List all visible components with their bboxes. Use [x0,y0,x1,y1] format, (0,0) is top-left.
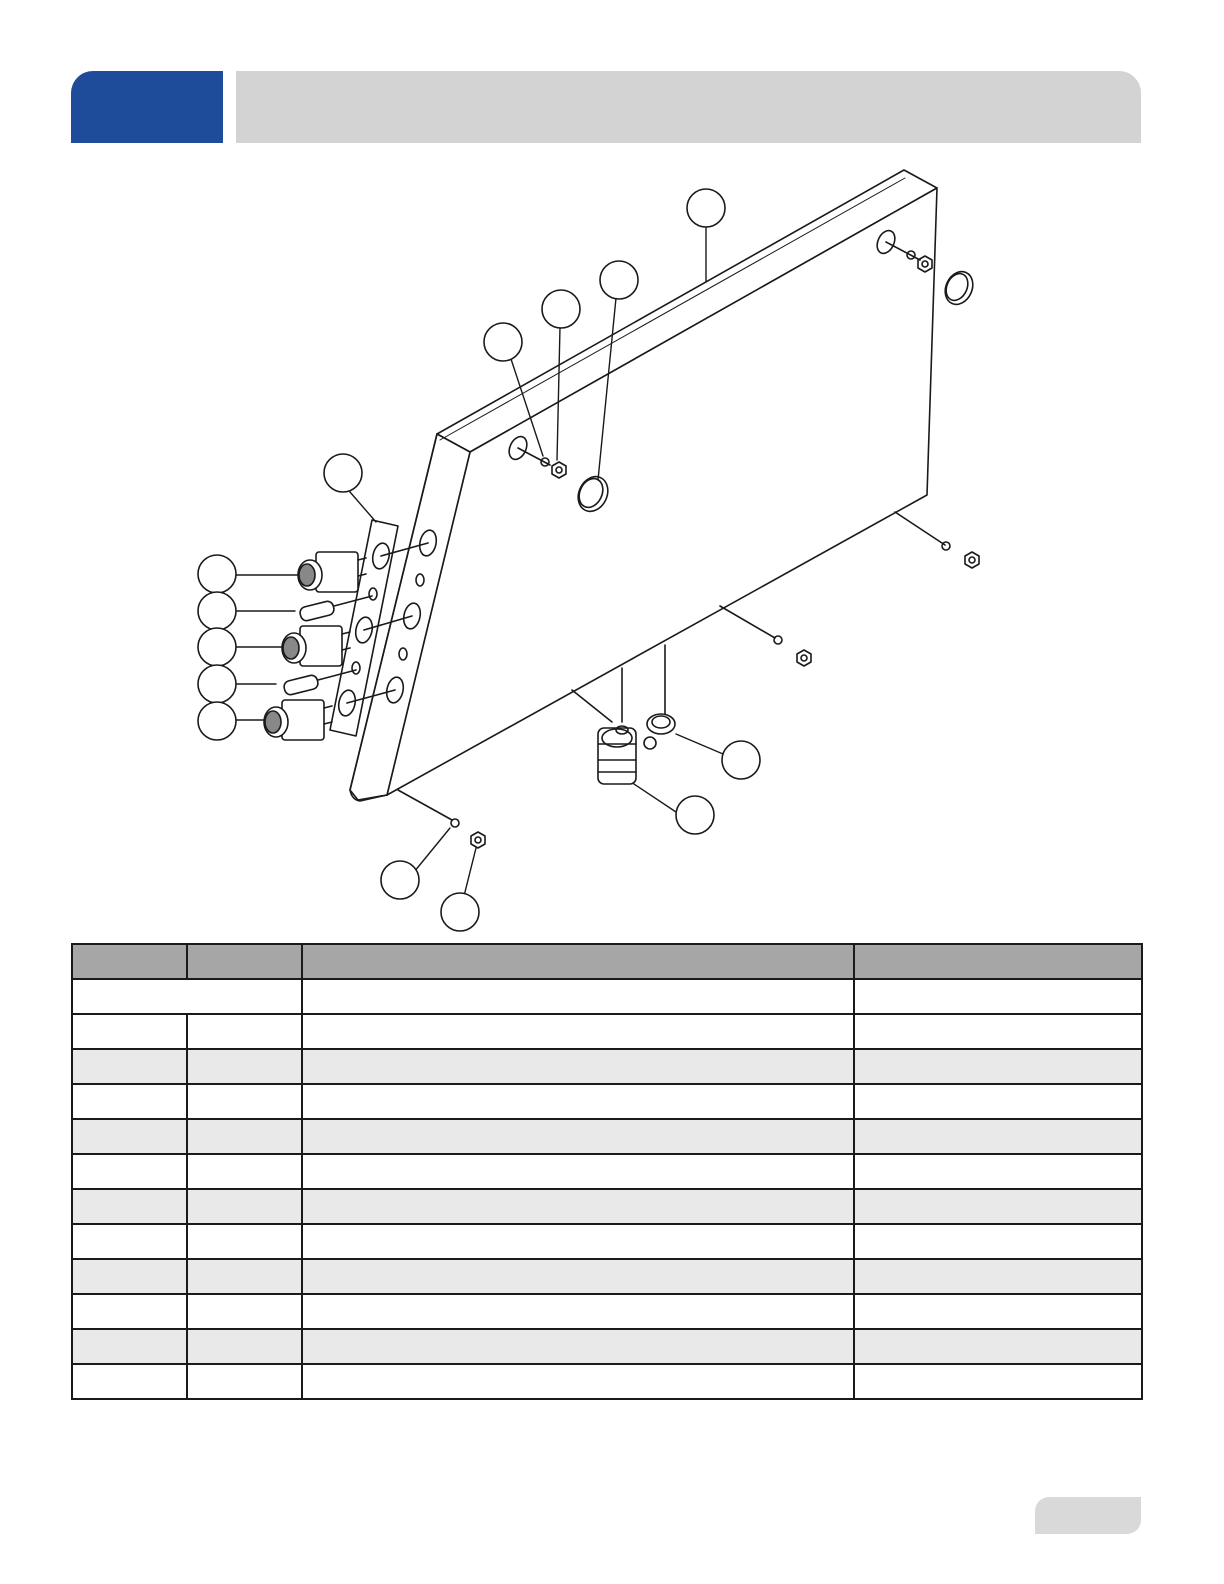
assembly-label [72,979,302,1014]
qty-cell [187,1014,302,1049]
qty-cell [187,1049,302,1084]
column-header-description [302,944,854,979]
table-header-row [72,944,1142,979]
item-cell [72,1259,187,1294]
qty-cell [187,1224,302,1259]
table-row [72,1189,1142,1224]
item-cell [72,1049,187,1084]
qty-cell [187,1154,302,1189]
description-cell [302,1119,854,1154]
table-row [72,1119,1142,1154]
table-row [72,1294,1142,1329]
callout-washer-bottom [381,861,419,899]
item-cell [72,1329,187,1364]
callout-plug-top [600,261,638,299]
table-row [72,1084,1142,1119]
description-cell [302,1224,854,1259]
parts-list-table [71,943,1143,1400]
qty-cell [187,1189,302,1224]
column-header-item [72,944,187,979]
callout-top-panel [687,189,725,227]
qty-cell [187,1329,302,1364]
item-cell [72,1189,187,1224]
callout-bushing [722,741,760,779]
item-cell [72,1224,187,1259]
table-row [72,1154,1142,1189]
description-cell [302,1364,854,1399]
table-row [72,1049,1142,1084]
callout-pilot-light-2 [198,665,236,703]
callout-nut-bottom [441,893,479,931]
item-cell [72,1014,187,1049]
callout-pushbutton-3 [198,702,236,740]
assembly-description [302,979,854,1014]
callout-pilot-light-1 [198,592,236,630]
description-cell [302,1329,854,1364]
part-number-cell [854,1119,1142,1154]
part-number-cell [854,1084,1142,1119]
qty-cell [187,1084,302,1119]
callout-pushbutton-1 [198,555,236,593]
part-number-cell [854,1224,1142,1259]
part-number-cell [854,1014,1142,1049]
description-cell [302,1014,854,1049]
description-cell [302,1294,854,1329]
callout-pushbutton-2 [198,628,236,666]
part-number-cell [854,1329,1142,1364]
qty-cell [187,1364,302,1399]
control-panel-cover [350,170,937,801]
table-row [72,1329,1142,1364]
assembly-row [72,979,1142,1014]
callout-washer-top [484,323,522,361]
qty-cell [187,1294,302,1329]
item-cell [72,1364,187,1399]
table-row [72,1364,1142,1399]
callout-switch-plate [324,454,362,492]
part-number-cell [854,1364,1142,1399]
part-number-cell [854,1049,1142,1084]
item-cell [72,1294,187,1329]
description-cell [302,1259,854,1294]
description-cell [302,1189,854,1224]
description-cell [302,1049,854,1084]
table-row [72,1224,1142,1259]
assembly-part-number [854,979,1142,1014]
qty-cell [187,1119,302,1154]
page-number-tab [1035,1497,1141,1534]
part-number-cell [854,1259,1142,1294]
callout-cord-grip [676,796,714,834]
part-number-cell [854,1189,1142,1224]
callout-nut-top [542,290,580,328]
item-cell [72,1154,187,1189]
item-cell [72,1084,187,1119]
column-header-part-number [854,944,1142,979]
table-row [72,1259,1142,1294]
qty-cell [187,1259,302,1294]
item-cell [72,1119,187,1154]
description-cell [302,1154,854,1189]
column-header-qty [187,944,302,979]
description-cell [302,1084,854,1119]
part-number-cell [854,1154,1142,1189]
part-number-cell [854,1294,1142,1329]
table-row [72,1014,1142,1049]
